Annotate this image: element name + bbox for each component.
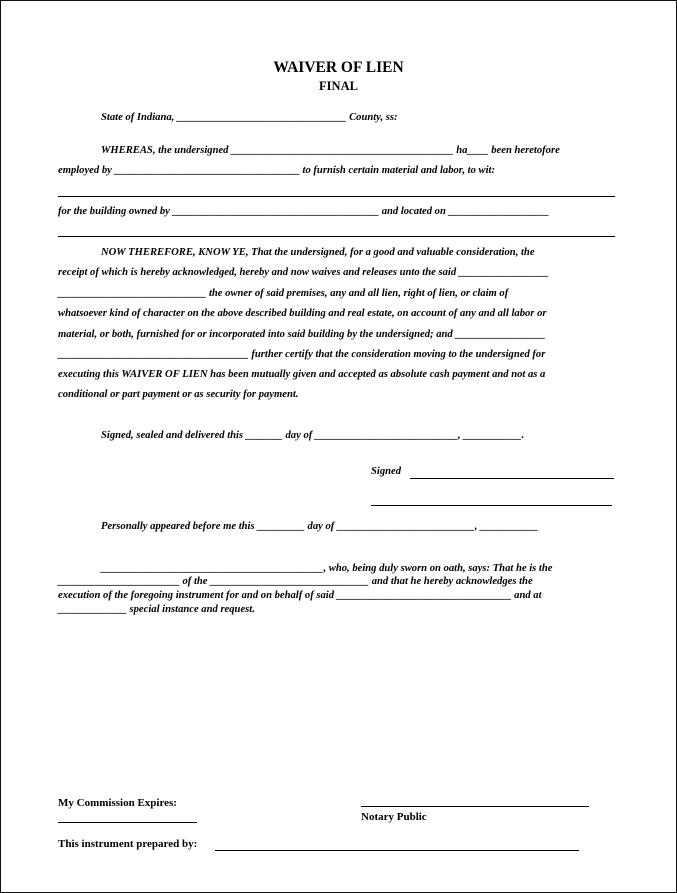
now-therefore-line-4: whatsoever kind of character on the above described building and real estate, on account of any and all labor or — [58, 308, 547, 319]
location-blank-line — [58, 236, 615, 237]
signature-line-1 — [410, 478, 614, 479]
signed-label: Signed — [371, 466, 402, 477]
building-owned-line: for the building owned by _______________________________________ and located on ___________________ — [58, 206, 550, 217]
whereas-line-2: employed by ___________________________________ to furnish certain material and labor, to wit: — [58, 165, 496, 176]
now-therefore-line-3: ____________________________ the owner of said premises, any and all lien, right of lien, or claim of — [58, 288, 509, 299]
whereas-line-1: WHEREAS, the undersigned __________________________________________ ha____ been heretofore — [101, 145, 560, 156]
now-therefore-line-2: receipt of which is hereby acknowledged, hereby and now waives and releases unto the said _________________ — [58, 267, 549, 278]
commission-date-line — [58, 822, 197, 823]
sworn-line-1: __________________________________________, who, being duly sworn on oath, says: That he is the — [101, 563, 553, 574]
personally-appeared-line: Personally appeared before me this _________ day of __________________________, ___________ — [101, 521, 539, 532]
document-subtitle: FINAL — [319, 79, 358, 93]
state-county-line: State of Indiana, ________________________________ County, ss: — [101, 112, 398, 123]
notary-public-label: Notary Public — [361, 811, 427, 823]
to-wit-blank-line — [58, 196, 615, 197]
prepared-by-line — [215, 850, 579, 851]
commission-expires-label: My Commission Expires: — [58, 797, 177, 809]
now-therefore-line-6: ____________________________________ further certify that the consideration moving to the undersigned for — [58, 349, 546, 360]
signature-line-2 — [371, 505, 612, 506]
document-title: WAIVER OF LIEN — [273, 59, 404, 76]
signed-sealed-line: Signed, sealed and delivered this _______ day of ___________________________, ___________. — [101, 430, 525, 441]
sworn-line-4: _____________ special instance and request. — [58, 604, 255, 615]
now-therefore-line-8: conditional or part payment or as security for payment. — [58, 389, 299, 400]
notary-signature-line — [361, 806, 589, 807]
sworn-line-2: _______________________ of the ______________________________ and that he hereby acknowledges the — [58, 576, 533, 587]
prepared-by-label: This instrument prepared by: — [58, 838, 198, 850]
now-therefore-line-1: NOW THEREFORE, KNOW YE, That the undersigned, for a good and valuable consideration, the — [101, 247, 535, 258]
now-therefore-line-7: executing this WAIVER OF LIEN has been mutually given and accepted as absolute cash payment and not as a — [58, 369, 546, 380]
sworn-line-3: execution of the foregoing instrument for and on behalf of said _________________________________ and at — [58, 590, 542, 601]
now-therefore-line-5: material, or both, furnished for or incorporated into said building by the undersigned; and _________________ — [58, 329, 546, 340]
